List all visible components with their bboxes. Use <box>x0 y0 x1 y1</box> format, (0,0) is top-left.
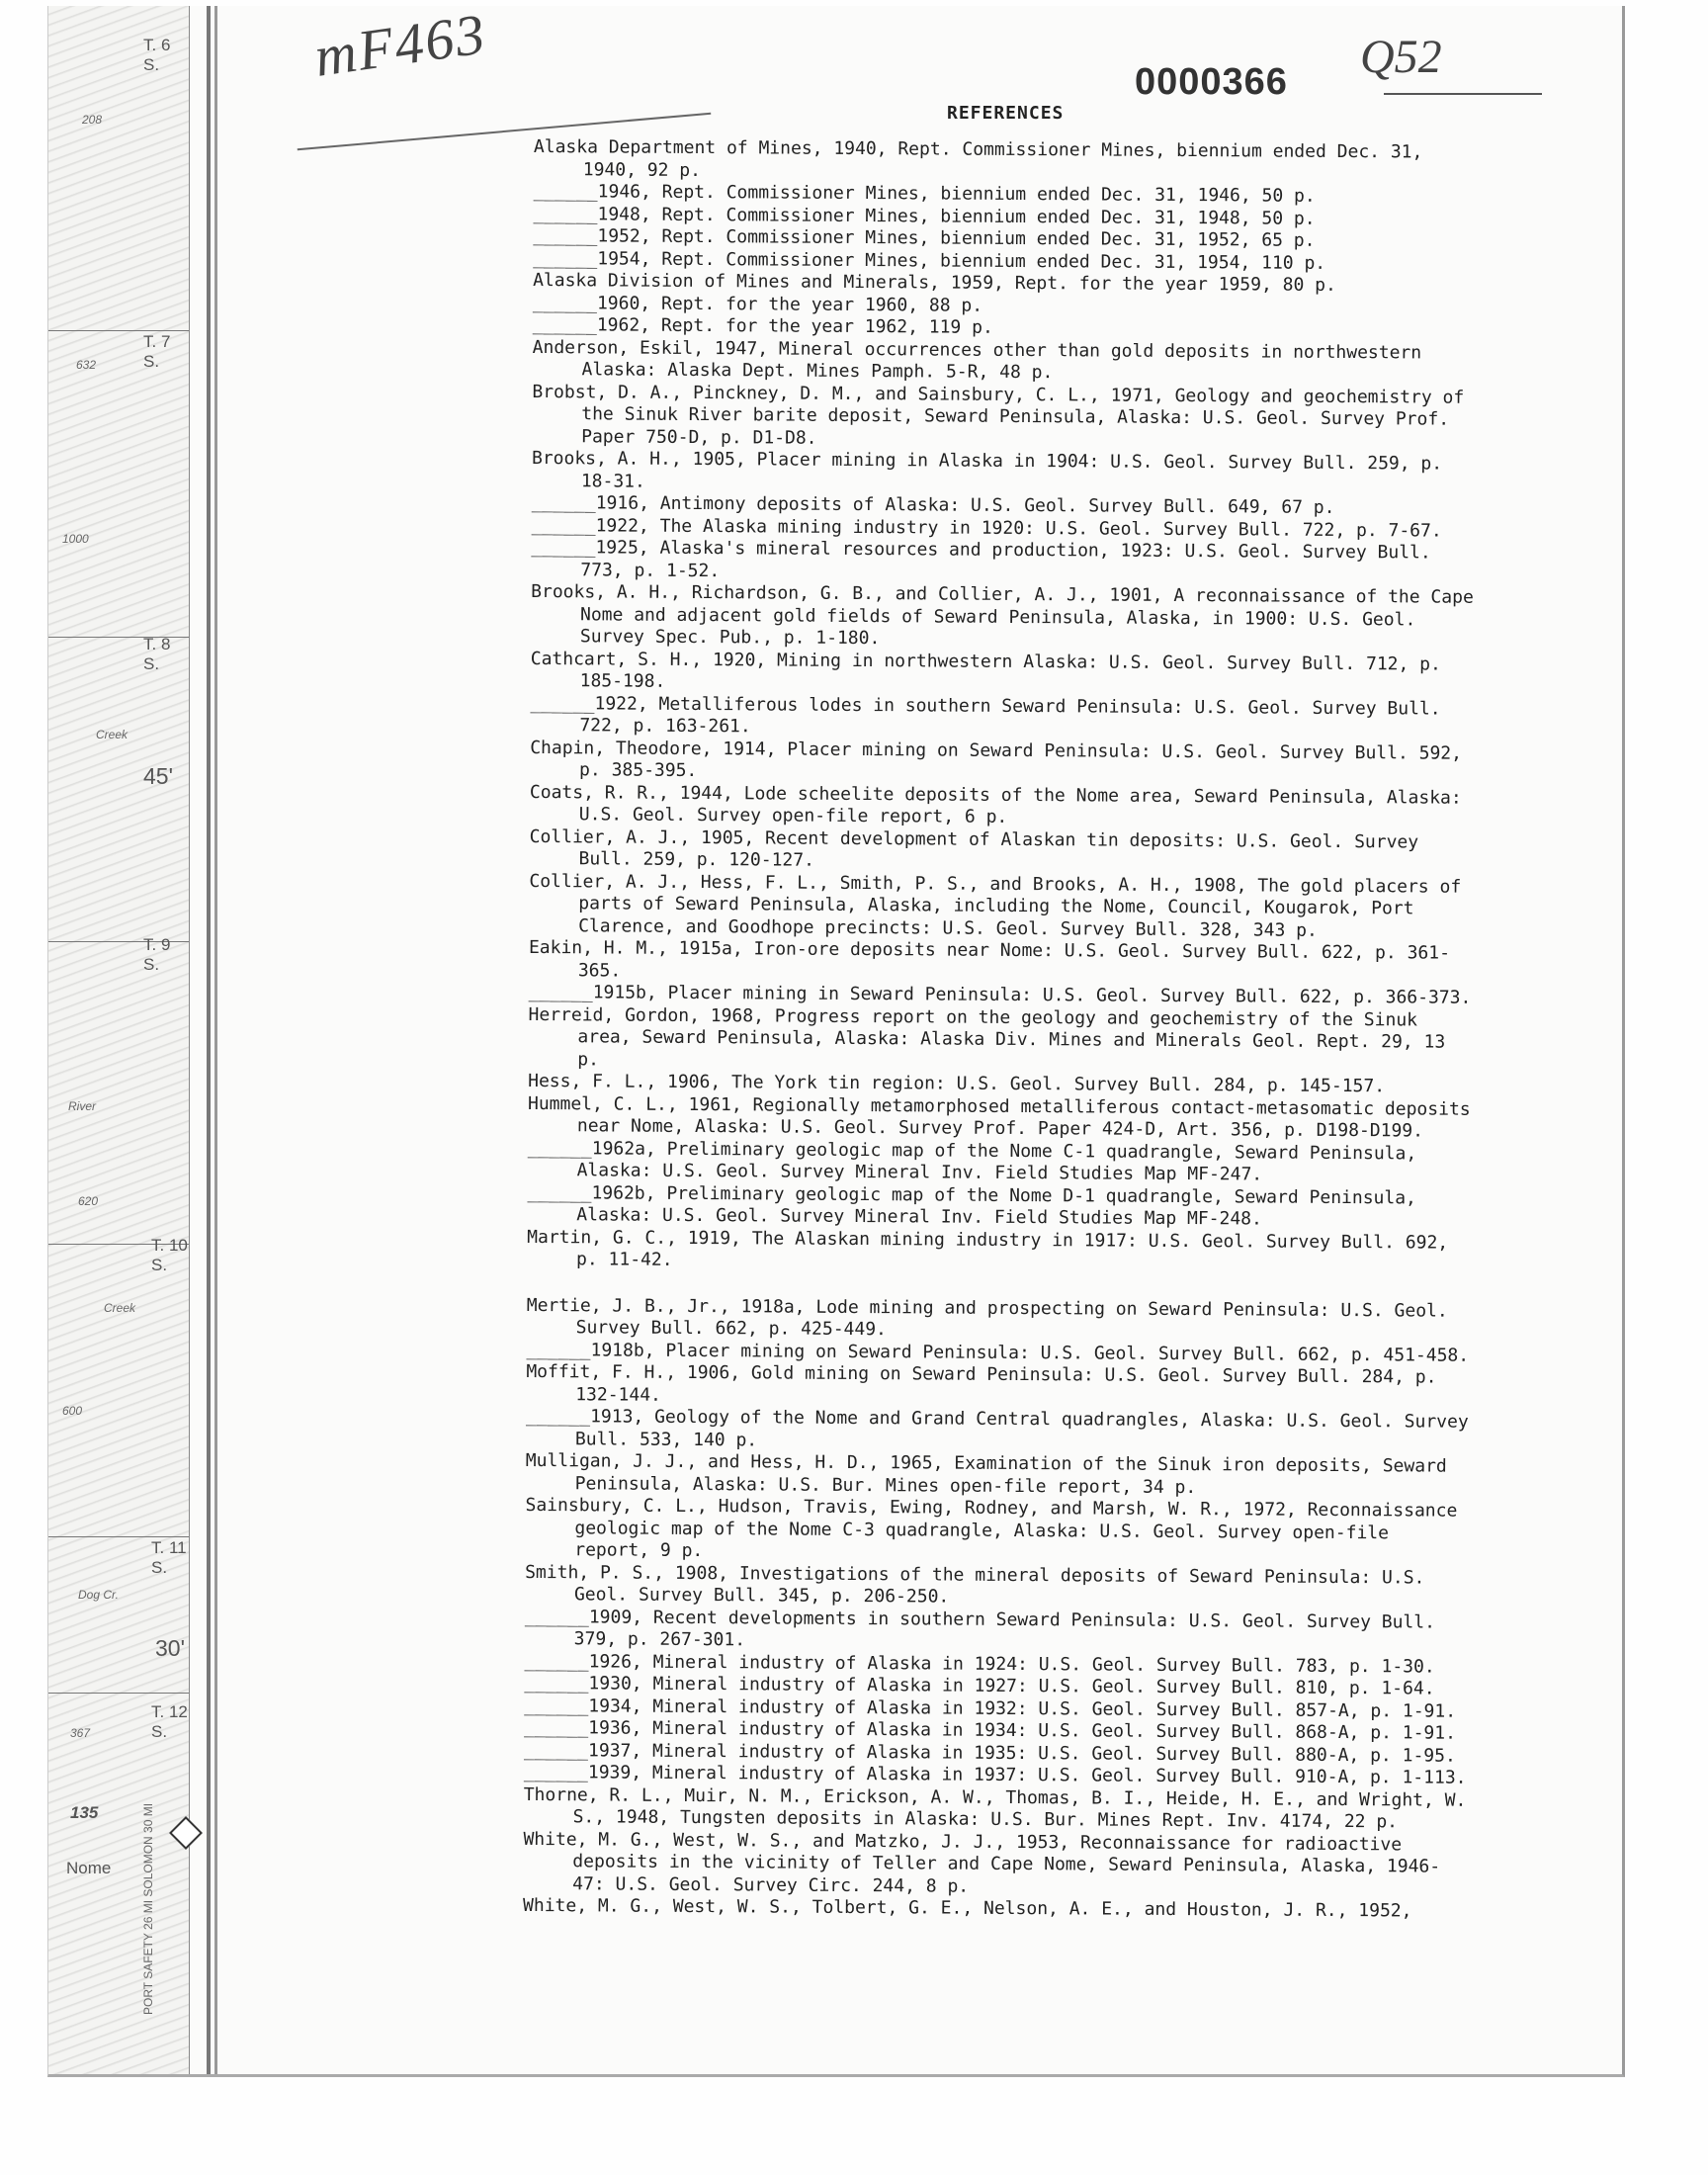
reference-entry: Coats, R. R., 1944, Lode scheelite deposits of the Nome area, Seward Peninsula, Alaska: U.S. Geol. Survey open-file report, 6 p. <box>529 781 1473 827</box>
contour-label: 208 <box>82 113 103 127</box>
reference-entry: White, M. G., West, W. S., and Matzko, J. J., 1953, Reconnaissance for radioactive deposits in the vicinity of Teller and Cape Nome, Seward Peninsula, Alaska, 1946-47: U.S. Geol. Survey Circ. 244, 8 p. <box>523 1828 1441 1897</box>
reference-entry: ______1962, Rept. for the year 1962, 119 p. <box>532 313 993 338</box>
contour-label: 600 <box>62 1404 83 1418</box>
document-number-stamp: 0000366 <box>1135 61 1288 103</box>
reference-entry: ______1960, Rept. for the year 1960, 88 p. <box>532 292 983 316</box>
reference-entry: ______1913, Geology of the Nome and Grand Central quadrangles, Alaska: U.S. Geol. Survey Bull. 533, 140 p. <box>526 1405 1480 1450</box>
handwritten-annotation: mF463 <box>310 1 491 89</box>
page-title: REFERENCES <box>947 103 1065 124</box>
township-label: T. 12 S. <box>151 1702 188 1741</box>
margin-rule <box>207 6 211 2074</box>
reference-entry: Eakin, H. M., 1915a, Iron-ore deposits near Nome: U.S. Geol. Survey Bull. 622, p. 361-365. <box>528 936 1451 982</box>
minute-label: 30' <box>155 1635 185 1661</box>
township-label: T. 6 S. <box>143 36 171 74</box>
reference-entry: ______1925, Alaska's mineral resources and production, 1923: U.S. Geol. Survey Bull. 773, p. 1-52. <box>531 536 1442 581</box>
reference-entry: Brobst, D. A., Pinckney, D. M., and Sainsbury, C. L., 1971, Geology and geochemistry of the Sinuk River barite deposit, Seward Peninsula, Alaska: U.S. Geol. Survey Prof. Paper 750-D, p. D1-D8. <box>532 381 1476 449</box>
handwritten-underline <box>1384 93 1542 95</box>
reference-entry: ______1934, Mineral industry of Alaska in 1932: U.S. Geol. Survey Bull. 857-A, p. 1-91. <box>524 1695 1457 1722</box>
reference-entry: ______1926, Mineral industry of Alaska in 1924: U.S. Geol. Survey Bull. 783, p. 1-30. <box>524 1650 1435 1678</box>
reference-entry: ______1909, Recent developments in southern Seward Peninsula: U.S. Geol. Survey Bull. 379, p. 267-301. <box>524 1606 1446 1651</box>
reference-entry: ______1937, Mineral industry of Alaska in 1935: U.S. Geol. Survey Bull. 880-A, p. 1-95. <box>523 1739 1456 1767</box>
feature-label: Creek <box>104 1301 136 1315</box>
minute-label: 45' <box>143 763 173 789</box>
township-label: T. 11 S. <box>151 1538 187 1577</box>
reference-entry: ______1962b, Preliminary geologic map of the Nome D-1 quadrangle, Seward Peninsula, Alaska: U.S. Geol. Survey Mineral Inv. Field Studies Map MF-248. <box>527 1181 1427 1230</box>
reference-entry: Collier, A. J., Hess, F. L., Smith, P. S., and Brooks, A. H., 1908, The gold placers of parts of Seward Peninsula, Alaska, including the Nome, Council, Kougarok, Port Clarence, and Goodhope precincts: U.S. Geol. Survey Bull. 328, 343 p. <box>529 870 1473 941</box>
township-label: T. 8 S. <box>143 635 171 673</box>
reference-entry: Smith, P. S., 1908, Investigations of the mineral deposits of Seward Peninsula: U.S. Geol. Survey Bull. 345, p. 206-250. <box>525 1561 1436 1608</box>
reference-entry: Anderson, Eskil, 1947, Mineral occurrences other than gold deposits in northwestern Alaska: Alaska Dept. Mines Pamph. 5-R, 48 p. <box>532 336 1433 384</box>
reference-list <box>523 136 1483 1923</box>
reference-entry: Brooks, A. H., Richardson, G. B., and Collier, A. J., 1901, A reconnaissance of the Cape Nome and adjacent gold fields of Seward Peninsula, Alaska, in 1900: U.S. Geol. Survey Spec. Pub., p. 1-180. <box>531 580 1485 650</box>
contour-label: 1000 <box>62 532 89 546</box>
reference-entry: ______1962a, Preliminary geologic map of the Nome C-1 quadrangle, Seward Peninsula, Alaska: U.S. Geol. Survey Mineral Inv. Field Studies Map MF-247. <box>527 1137 1428 1185</box>
reference-entry: White, M. G., West, W. S., Tolbert, G. E., Nelson, A. E., and Houston, J. R., 1952, <box>523 1894 1412 1922</box>
reference-entry: ______1918b, Placer mining on Seward Peninsula: U.S. Geol. Survey Bull. 662, p. 451-458. <box>526 1339 1470 1366</box>
reference-entry: Martin, G. C., 1919, The Alaskan mining industry in 1917: U.S. Geol. Survey Bull. 692, p. 11-42. <box>527 1226 1460 1270</box>
reference-entry: ______1936, Mineral industry of Alaska in 1934: U.S. Geol. Survey Bull. 868-A, p. 1-91. <box>524 1716 1457 1744</box>
reference-entry: ______1946, Rept. Commissioner Mines, biennium ended Dec. 31, 1946, 50 p. <box>533 180 1316 207</box>
map-margin-strip <box>48 6 190 2074</box>
grid-line <box>48 330 189 331</box>
reference-entry: Mertie, J. B., Jr., 1918a, Lode mining and prospecting on Seward Peninsula: U.S. Geol. Survey Bull. 662, p. 425-449. <box>526 1294 1459 1341</box>
reference-entry: Sainsbury, C. L., Hudson, Travis, Ewing, Rodney, and Marsh, W. R., 1972, Reconnaissance geologic map of the Nome C-3 quadrangle, Alaska: U.S. Geol. Survey open-file report, 9 p. <box>525 1494 1469 1562</box>
reference-entry: ______1939, Mineral industry of Alaska in 1937: U.S. Geol. Survey Bull. 910-A, p. 1-113. <box>523 1761 1467 1788</box>
margin-rule <box>214 6 217 2074</box>
feature-label: River <box>68 1099 97 1113</box>
reference-entry: ______1922, The Alaska mining industry in 1920: U.S. Geol. Survey Bull. 722, p. 7-67. <box>531 514 1442 542</box>
reference-entry: Brooks, A. H., 1905, Placer mining in Alaska in 1904: U.S. Geol. Survey Bull. 259, p. 18-31. <box>531 447 1454 492</box>
feature-label: Creek <box>96 728 128 741</box>
reference-entry: Cathcart, S. H., 1920, Mining in northwestern Alaska: U.S. Geol. Survey Bull. 712, p. 185-198. <box>530 648 1452 692</box>
reference-entry: Hess, F. L., 1906, The York tin region: U.S. Geol. Survey Bull. 284, p. 145-157. <box>528 1070 1386 1097</box>
contour-label: 632 <box>76 358 97 372</box>
town-label: Nome <box>66 1859 112 1877</box>
corner-number: 135 <box>70 1803 99 1822</box>
contour-label: 367 <box>70 1726 91 1740</box>
contour-label: 620 <box>78 1194 99 1208</box>
reference-entry: Alaska Division of Mines and Minerals, 1959, Rept. for the year 1959, 80 p. <box>533 269 1336 296</box>
reference-entry: ______1922, Metalliferous lodes in southern Seward Peninsula: U.S. Geol. Survey Bull. 722, p. 163-261. <box>530 692 1452 738</box>
reference-entry: Herreid, Gordon, 1968, Progress report on the geology and geochemistry of the Sinuk area, Seward Peninsula, Alaska: Alaska Div. Mines and Minerals Geol. Rept. 29, 13 p. <box>528 1003 1457 1070</box>
township-label: T. 7 S. <box>143 332 171 371</box>
reference-entry: ______1916, Antimony deposits of Alaska: U.S. Geol. Survey Bull. 649, 67 p. <box>531 491 1335 518</box>
reference-entry: ______1948, Rept. Commissioner Mines, biennium ended Dec. 31, 1948, 50 p. <box>533 203 1316 229</box>
reference-entry: Chapin, Theodore, 1914, Placer mining on Seward Peninsula: U.S. Geol. Survey Bull. 592, p. 385-395. <box>530 737 1473 782</box>
reference-entry: ______1915b, Placer mining in Seward Peninsula: U.S. Geol. Survey Bull. 622, p. 366-373. <box>528 981 1472 1008</box>
feature-label: Dog Cr. <box>78 1588 119 1602</box>
handwritten-annotation: Q52 <box>1360 31 1442 83</box>
reference-entry: ______1952, Rept. Commissioner Mines, biennium ended Dec. 31, 1952, 65 p. <box>533 224 1316 251</box>
reference-entry: Thorne, R. L., Muir, N. M., Erickson, A. W., Thomas, B. I., Heide, H. E., and Wright, W. S., 1948, Tungsten deposits in Alaska: U.S. Bur. Mines Rept. Inv. 4174, 22 p. <box>523 1784 1478 1833</box>
reference-entry: Collier, A. J., 1905, Recent development of Alaskan tin deposits: U.S. Geol. Survey Bull. 259, p. 120-127. <box>529 826 1430 871</box>
reference-entry: ______1930, Mineral industry of Alaska in 1927: U.S. Geol. Survey Bull. 810, p. 1-64. <box>524 1672 1435 1699</box>
grid-line <box>48 1536 189 1537</box>
reference-entry: Alaska Department of Mines, 1940, Rept. Commissioner Mines, biennium ended Dec. 31, 1940, 92 p. <box>533 136 1434 181</box>
reference-entry: ______1954, Rept. Commissioner Mines, biennium ended Dec. 31, 1954, 110 p. <box>533 247 1326 274</box>
grid-line <box>48 1693 189 1694</box>
township-label: T. 9 S. <box>143 935 171 974</box>
reference-entry: Moffit, F. H., 1906, Gold mining on Seward Peninsula: U.S. Geol. Survey Bull. 284, p. 132-144. <box>526 1360 1448 1406</box>
township-label: T. 10 S. <box>151 1236 188 1274</box>
road-distance-label: PORT SAFETY 26 MI SOLOMON 30 MI <box>141 1802 155 2015</box>
reference-entry: Hummel, C. L., 1961, Regionally metamorphosed metalliferous contact-metasomatic deposits near Nome, Alaska: U.S. Geol. Survey Prof. Paper 424-D, Art. 356, p. D198-D199. <box>527 1092 1482 1142</box>
reference-entry: Mulligan, J. J., and Hess, H. D., 1965, Examination of the Sinuk iron deposits, Seward Peninsula, Alaska: U.S. Bur. Mines open-file report, 34 p. <box>525 1449 1458 1498</box>
